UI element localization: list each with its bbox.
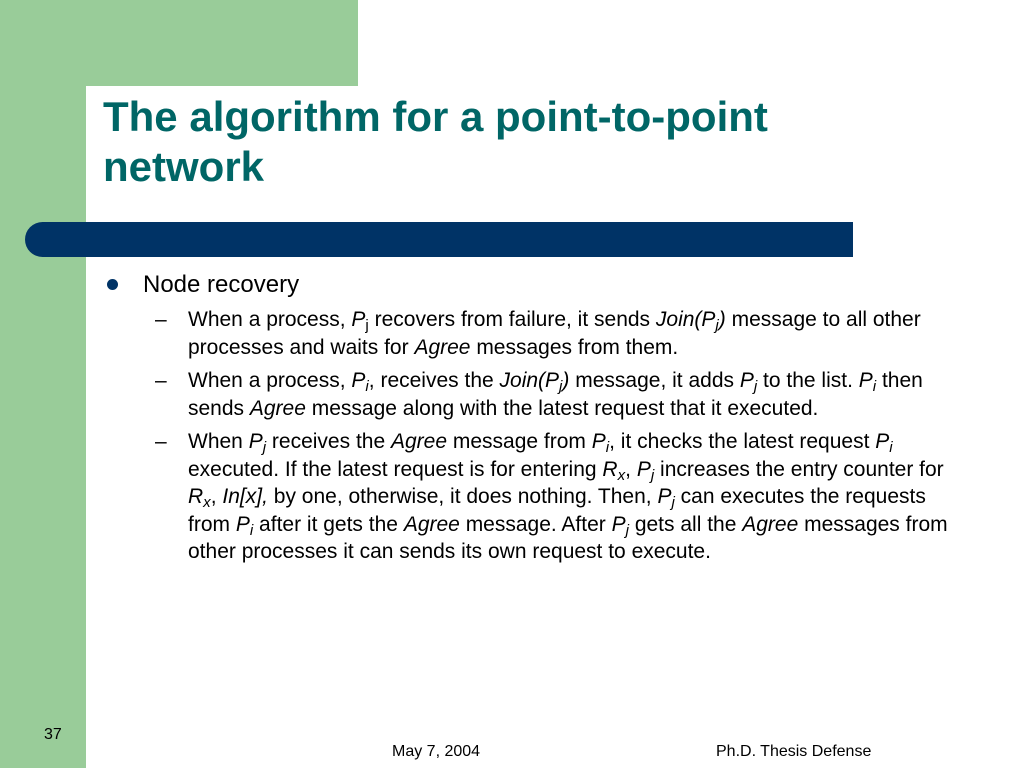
- dash-bullet-icon: –: [155, 369, 167, 392]
- text-run: j: [262, 439, 267, 457]
- text-run: Agree: [403, 512, 460, 536]
- text-run: P: [858, 369, 873, 392]
- footer-date: May 7, 2004: [392, 743, 481, 760]
- sub-bullet-item: [103, 367, 948, 422]
- text-run: In[x],: [222, 485, 268, 508]
- text-run: by one, otherwise, it does nothing. Then,: [267, 485, 658, 508]
- text-run: P: [657, 485, 672, 508]
- text-run: i: [365, 378, 369, 396]
- text-run: can executes the requests from: [188, 485, 926, 536]
- text-run: P: [875, 430, 890, 453]
- text-run: , receives the: [368, 369, 500, 392]
- text-run: ,: [210, 485, 223, 508]
- slide-content: [103, 268, 948, 566]
- text-run: ,: [625, 457, 637, 481]
- text-run: Agree: [742, 512, 799, 536]
- text-run: i: [872, 378, 877, 396]
- text-run: x: [203, 494, 211, 512]
- slide-title: The algorithm for a point-to-point network: [103, 93, 768, 190]
- bullet-node-recovery: [103, 268, 948, 302]
- sub-bullet-list: [103, 306, 948, 566]
- text-run: recovers from failure, it sends: [368, 308, 656, 331]
- text-run: message. After: [459, 512, 612, 536]
- dash-bullet-icon: –: [155, 308, 167, 331]
- text-run: i: [249, 521, 254, 539]
- text-run: ): [562, 369, 570, 392]
- text-run: executed. If the latest request is for entering: [188, 457, 603, 481]
- text-run: ): [718, 308, 726, 331]
- footer-presentation-title: Ph.D. Thesis Defense: [716, 743, 872, 760]
- text-run: Agree: [414, 335, 471, 359]
- text-run: j: [753, 378, 758, 396]
- text-run: P: [611, 512, 626, 536]
- text-run: j: [625, 521, 629, 539]
- text-run: j: [365, 317, 369, 335]
- page-number: 37: [44, 726, 62, 743]
- text-run: When a process,: [188, 369, 352, 392]
- text-run: message, it adds: [569, 369, 740, 392]
- text-run: j: [650, 466, 655, 484]
- text-run: j: [559, 378, 563, 396]
- text-run: R: [602, 457, 618, 481]
- text-run: P: [591, 430, 606, 453]
- text-run: Agree: [390, 430, 448, 453]
- text-run: receives the: [266, 430, 391, 453]
- text-run: i: [889, 439, 893, 457]
- text-run: increases the entry counter for: [654, 457, 944, 481]
- bullet-text: Node recovery: [143, 271, 300, 298]
- text-run: j: [715, 317, 719, 335]
- text-run: P: [248, 430, 263, 453]
- sub-bullet-item: [103, 306, 948, 361]
- text-run: P: [739, 369, 754, 392]
- dash-bullet-icon: –: [155, 430, 167, 453]
- text-run: message along with the latest request that it executed.: [305, 396, 819, 420]
- text-run: When: [188, 430, 249, 453]
- text-run: message from: [447, 430, 592, 453]
- text-run: Agree: [249, 396, 306, 420]
- text-run: message to all other processes and waits for: [188, 308, 921, 359]
- text-run: after it gets the: [253, 512, 404, 536]
- bullet-dot-icon: [107, 279, 118, 290]
- text-run: P: [351, 308, 366, 331]
- sub-bullet-item: [103, 428, 948, 566]
- text-run: , it checks the latest request: [609, 430, 876, 453]
- text-run: messages from other processes it can sends its own request to execute.: [188, 512, 948, 563]
- text-run: gets all the: [628, 512, 743, 536]
- text-run: i: [605, 439, 610, 457]
- text-run: R: [188, 485, 204, 508]
- top-green-band: [0, 0, 358, 86]
- text-run: to the list.: [757, 369, 859, 392]
- text-run: messages from them.: [470, 335, 679, 359]
- title-divider-bar: [25, 222, 853, 257]
- text-run: P: [235, 512, 250, 536]
- text-run: Join(P: [499, 369, 560, 392]
- text-run: x: [617, 466, 626, 484]
- left-green-band: [0, 0, 86, 768]
- text-run: then sends: [188, 369, 923, 420]
- text-run: When a process,: [188, 308, 352, 331]
- text-run: Join(P: [655, 308, 716, 331]
- text-run: j: [671, 494, 675, 512]
- text-run: P: [351, 369, 366, 392]
- text-run: P: [636, 457, 651, 481]
